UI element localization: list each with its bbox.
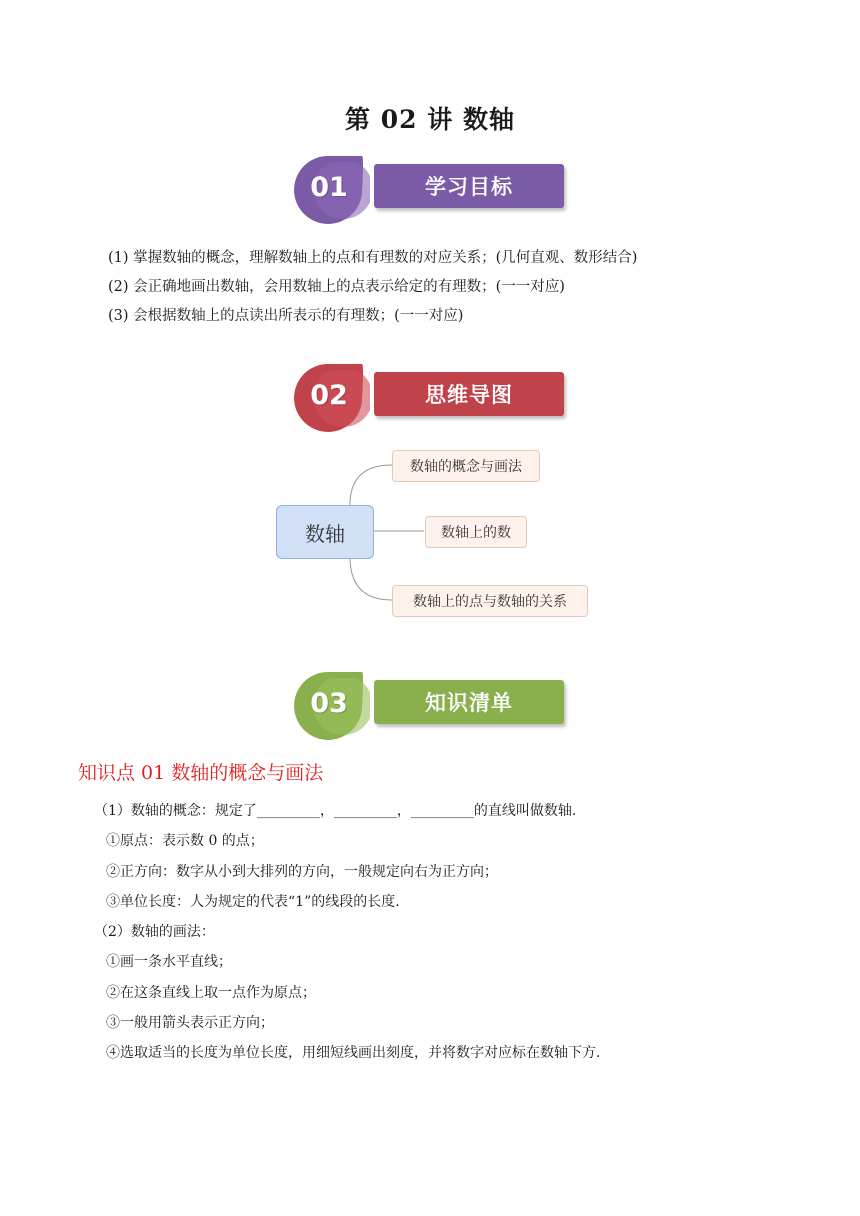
goal-item: (2) 会正确地画出数轴，会用数轴上的点表示给定的有理数；(一一对应) (108, 279, 565, 295)
content-line: ①原点：表示数 0 的点； (106, 833, 264, 850)
content-line: ②正方向：数字从小到大排列的方向，一般规定向右为正方向； (106, 863, 498, 880)
mind-map (270, 445, 600, 625)
section-number: 02 (310, 380, 348, 411)
content-line: ②在这条直线上取一点作为原点； (106, 984, 316, 1001)
mind-map-node: 数轴的概念与画法 (392, 450, 540, 482)
knowledge-content (94, 796, 610, 1069)
section-header-goals (290, 152, 575, 232)
page-title: 第 02 讲 数轴 (345, 105, 515, 134)
section-label: 知识清单 (374, 680, 564, 724)
content-line: ④选取适当的长度为单位长度，用细短线画出刻度，并将数字对应标在数轴下方． (106, 1045, 610, 1062)
content-line: （2）数轴的画法： (94, 924, 215, 941)
goal-item: (1) 掌握数轴的概念，理解数轴上的点和有理数的对应关系；(几何直观、数形结合) (108, 250, 638, 266)
content-line: ①画一条水平直线； (106, 954, 232, 971)
section-header-knowledge (290, 668, 575, 748)
mind-map-node: 数轴上的数 (425, 516, 527, 548)
content-line: ③一般用箭头表示正方向； (106, 1015, 274, 1032)
section-label: 学习目标 (374, 164, 564, 208)
content-line: （1）数轴的概念：规定了_________，_________，_________的直线叫做数轴． (94, 803, 586, 819)
knowledge-point-title: 知识点 01 数轴的概念与画法 (78, 762, 324, 784)
section-number: 03 (310, 688, 348, 719)
learning-goals (108, 244, 637, 331)
section-label: 思维导图 (374, 372, 564, 416)
section-number: 01 (310, 172, 348, 203)
section-header-mindmap (290, 360, 575, 440)
goal-item: (3) 会根据数轴上的点读出所表示的有理数；(一一对应) (108, 308, 464, 324)
mind-map-root: 数轴 (276, 505, 374, 559)
content-line: ③单位长度：人为规定的代表“1”的线段的长度. (106, 893, 400, 910)
mind-map-node: 数轴上的点与数轴的关系 (392, 585, 588, 617)
